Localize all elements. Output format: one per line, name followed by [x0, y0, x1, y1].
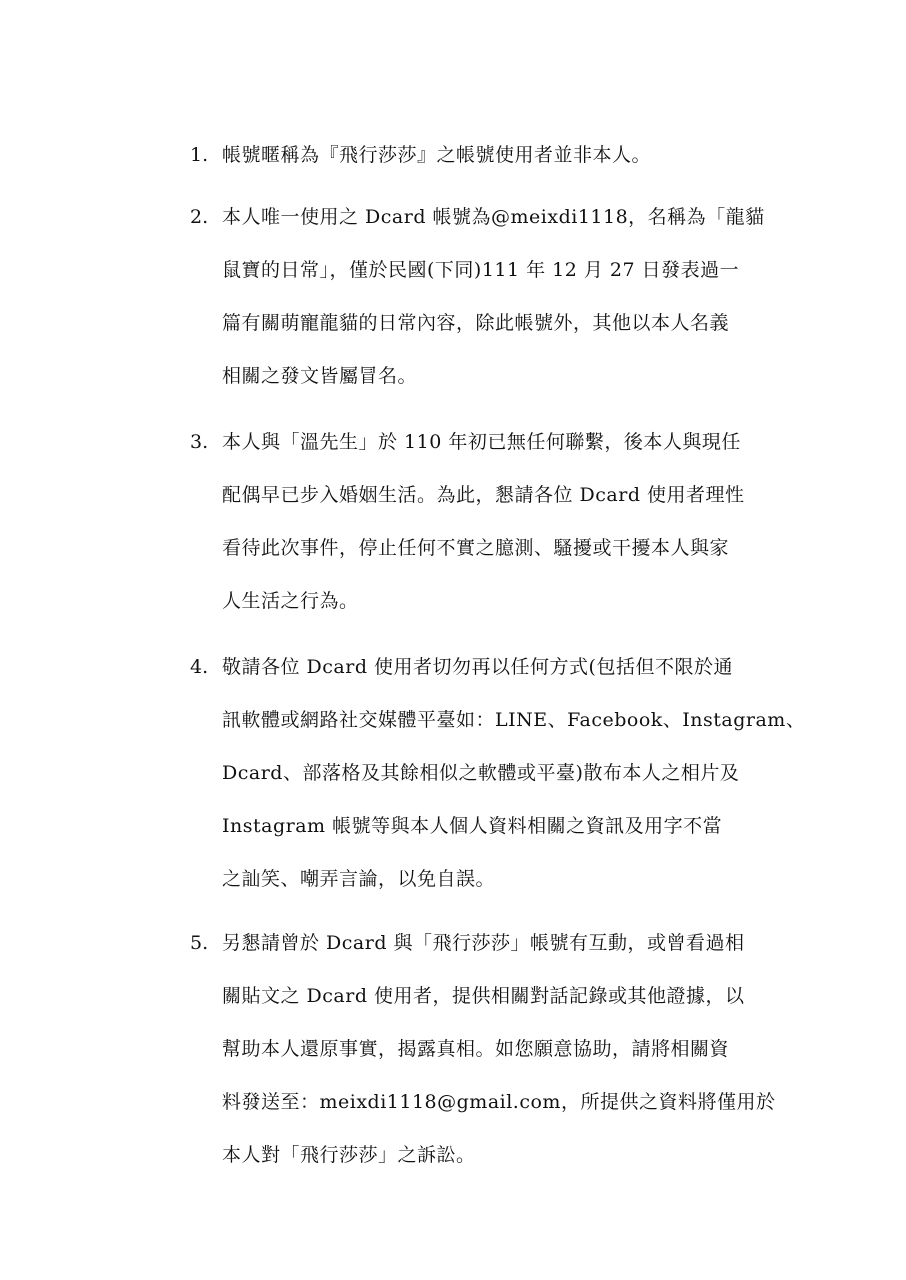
item-line: 另懇請曾於 Dcard 與「飛行莎莎」帳號有互動，或曾看過相	[222, 932, 745, 954]
item-line: 看待此次事件，停止任何不實之臆測、騷擾或干擾本人與家	[222, 537, 730, 559]
item-line: 料發送至：meixdi1118@gmail.com，所提供之資料將僅用於	[222, 1091, 776, 1113]
item-line: Instagram 帳號等與本人個人資料相關之資訊及用字不當	[222, 815, 723, 837]
item-line: 幫助本人還原事實，揭露真相。如您願意協助，請將相關資	[222, 1038, 730, 1060]
item-line: 之訕笑、嘲弄言論，以免自誤。	[222, 868, 496, 890]
item-line: 關貼文之 Dcard 使用者，提供相關對話記錄或其他證據，以	[222, 985, 745, 1007]
item-line: 帳號暱稱為『飛行莎莎』之帳號使用者並非本人。	[222, 144, 652, 166]
item-number: 4.	[190, 656, 209, 678]
item-line: 鼠寶的日常」，僅於民國(下同)111 年 12 月 27 日發表過一	[222, 259, 740, 281]
item-line: 訊軟體或網路社交媒體平臺如：LINE、Facebook、Instagram、	[222, 709, 806, 731]
item-line: 本人對「飛行莎莎」之訴訟。	[222, 1144, 476, 1166]
item-line: 人生活之行為。	[222, 590, 359, 612]
item-line: Dcard、部落格及其餘相似之軟體或平臺)散布本人之相片及	[222, 762, 740, 784]
item-line: 篇有關萌寵龍貓的日常內容，除此帳號外，其他以本人名義	[222, 312, 730, 334]
item-line: 敬請各位 Dcard 使用者切勿再以任何方式(包括但不限於通	[222, 656, 733, 678]
item-line: 相關之發文皆屬冒名。	[222, 365, 418, 387]
item-line: 配偶早已步入婚姻生活。為此，懇請各位 Dcard 使用者理性	[222, 484, 745, 506]
item-line: 本人與「溫先生」於 110 年初已無任何聯繫，後本人與現任	[222, 431, 741, 453]
item-number: 2.	[190, 206, 209, 228]
item-number: 5.	[190, 932, 209, 954]
item-number: 1.	[190, 144, 209, 166]
item-line: 本人唯一使用之 Dcard 帳號為@meixdi1118，名稱為「龍貓	[222, 206, 765, 228]
item-number: 3.	[190, 431, 209, 453]
